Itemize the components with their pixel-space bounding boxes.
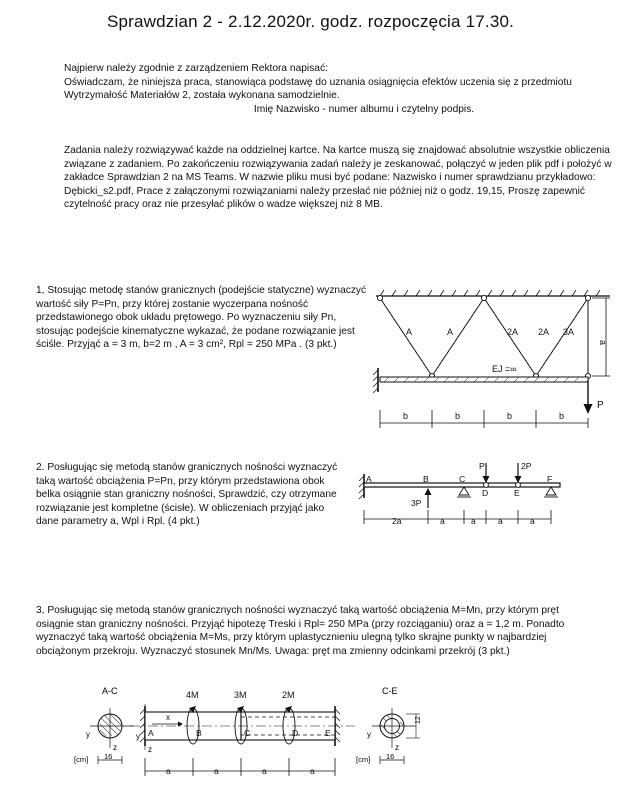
bar-label: A <box>447 327 454 337</box>
bar-label: 3A <box>563 327 575 337</box>
diameter-label: 16 <box>386 752 395 761</box>
instructions-line: Zadania należy rozwiązywać każde na oddzielnej kartce. Na kartce muszą się znajdować absolutnie wszystkie obliczenia <box>64 145 610 156</box>
diameter-label: 16 <box>104 752 113 761</box>
span-label: b <box>559 411 565 421</box>
intro-line: Wytrzymałość Materiałów 2, została wykonana samodzielnie. <box>64 90 340 102</box>
section-label: A-C <box>102 686 118 696</box>
span-label: a <box>498 516 503 526</box>
point-label: F <box>547 474 553 484</box>
instructions-line: związane z zadaniem. Po zakończeniu rozwiązywania zadań należy je zeskanować, połączyć w jeden plik pdf i położyć w <box>64 158 612 170</box>
task2-figure <box>355 458 575 528</box>
span-label: a <box>471 516 476 526</box>
unit-label: [cm] <box>356 755 371 764</box>
load-label: P <box>479 461 485 471</box>
axis-label: z <box>395 743 399 752</box>
span-label: a <box>166 766 171 776</box>
axis-label: z <box>148 745 152 754</box>
truss-bars <box>380 298 588 376</box>
point-label: E <box>514 488 520 498</box>
axis-label: x <box>166 713 170 722</box>
point-label: E <box>325 728 331 738</box>
height-label: a <box>598 340 608 346</box>
intro-line: Najpierw należy zgodnie z zarządzeniem Rektora napisać: <box>64 63 328 74</box>
task3-line: osiągnie stan graniczny nośności. Przyjąć hipotezę Treski i Rpl= 250 MPa (przy rozciąganiu) oraz a = 1,2 m. Ponadto <box>36 618 565 630</box>
intro-text <box>64 62 604 116</box>
fixed-support-left <box>359 474 364 499</box>
rigid-beam <box>380 377 588 382</box>
moment-label: 2M <box>282 690 295 700</box>
task3-line: wyznaczyć taką wartość obciążenia M=Ms, przy którym uplastycznieniu ulegną tylko skrajne punkty w najbardziej <box>36 632 547 644</box>
span-label: a <box>310 766 315 776</box>
task3-line: 3, Posługując się metodą stanów granicznych nośności wyznaczyć taką wartość obciążenia M=Mn, przy którym pręt <box>36 605 559 616</box>
task2-line: taką wartość obciążenia P=Pn, przy którym przedstawiona obok <box>36 475 325 487</box>
task1-line: ściśle. Przyjąć a = 3 m, b=2 m , A = 3 cm², Rpl = 250 MPa . (3 pkt.) <box>36 339 337 351</box>
instructions-line: czytelność pracy oraz nie przesyłać plików o wadze większej niż 8 MB. <box>64 199 383 211</box>
span-label: b <box>403 411 409 421</box>
inner-diameter-label: 12 <box>415 716 422 724</box>
task2-line: belka osiągnie stan graniczny nośności, Sprawdzić, czy otrzymane <box>36 489 337 501</box>
bar-label: A <box>406 327 413 337</box>
task1-figure <box>370 280 620 440</box>
moment-label: 3M <box>234 690 247 700</box>
page-title: Sprawdzian 2 - 2.12.2020r. godz. rozpoczęcia 17.30. <box>106 12 515 31</box>
point-label: A <box>366 474 372 484</box>
ceiling-support <box>376 290 610 296</box>
task3-text <box>36 604 606 658</box>
tube-cross-section <box>356 686 422 764</box>
load-arrow <box>584 380 593 414</box>
point-label: B <box>196 728 202 738</box>
signature-line: Imię Nazwisko - numer albumu i czytelny podpis. <box>253 103 475 115</box>
task1-line: stosując podejście kinematyczne wykazać, że podane rozwiązanie jest <box>36 325 355 337</box>
axis-label: y <box>136 732 140 741</box>
span-label: a <box>262 766 267 776</box>
span-label: a <box>530 516 535 526</box>
axis-label: y <box>367 730 371 739</box>
task2-line: dane parametry a, Wpl i Rpl. (4 pkt.) <box>36 516 200 528</box>
span-label: b <box>455 411 461 421</box>
task2-line: rozwiązanie jest kompletne (ścisłe). W obliczeniach przyjąć jako <box>36 502 325 514</box>
point-label: B <box>423 474 429 484</box>
span-dimensions <box>145 758 335 776</box>
load-label: 3P <box>411 498 422 508</box>
span-dimensions <box>380 410 588 428</box>
task1-text <box>36 284 366 352</box>
span-label: 2a <box>392 516 402 526</box>
task2-text <box>36 461 356 529</box>
section-label: C-E <box>382 686 398 696</box>
instructions-text <box>64 144 614 212</box>
roller-support <box>544 487 558 497</box>
wall-support <box>373 368 378 393</box>
solid-cross-section <box>74 686 134 764</box>
load-label: 2P <box>521 461 532 471</box>
task1-line: 1, Stosując metodę stanów granicznych (podejście statyczne) wyznaczyć <box>36 285 367 296</box>
point-label: C <box>459 474 466 484</box>
unit-label: [cm] <box>74 755 89 764</box>
point-label: A <box>148 728 154 738</box>
task1-line: wartość siły P=Pn, przy której zostanie wyczerpana nośność <box>36 298 309 310</box>
task3-line: obciążonym przekroju. Wyznaczyć stosunek Mn/Ms. Uwaga: pręt ma zmienny odcinkami przekrój (3 pkt.) <box>36 645 510 657</box>
task1-line: przedstawionego obok układu prętowego. Po wyznaczeniu siły Pn, <box>36 312 337 324</box>
span-label: a <box>214 766 219 776</box>
task2-line: 2. Posługując się metodą stanów granicznych nośności wyznaczyć <box>36 462 338 473</box>
span-label: b <box>507 411 513 421</box>
moment-label: 4M <box>186 690 199 700</box>
load-label: P <box>597 400 604 411</box>
bar-label: 2A <box>507 327 519 337</box>
beam-stiffness-label: EJ =∞ <box>492 364 517 374</box>
task3-figure <box>60 684 530 794</box>
instructions-line: zakładce Sprawdzian 2 na MS Teams. W nazwie pliku musi być podane: Nazwisko i numer sprawdzianu przykładowo: <box>64 172 596 184</box>
roller-support <box>457 487 471 497</box>
point-label: D <box>292 728 299 738</box>
point-label: C <box>244 728 251 738</box>
axis-label: y <box>86 730 90 739</box>
point-label: D <box>482 488 489 498</box>
height-dimension <box>592 298 610 376</box>
instructions-line: Dębicki_s2.pdf, Prace z załączonymi rozwiązaniami należy przesłać nie później niż o godz. 19,15, Proszę zapewnić <box>64 185 585 197</box>
axis-label: z <box>113 743 117 752</box>
span-label: a <box>440 516 445 526</box>
bar-label: 2A <box>538 327 550 337</box>
intro-line: Oświadczam, że niniejsza praca, stanowiąca podstawę do uznania osiągnięcia efektów uczenia się z przedmiotu <box>64 76 572 88</box>
truss-hinges <box>377 295 590 378</box>
